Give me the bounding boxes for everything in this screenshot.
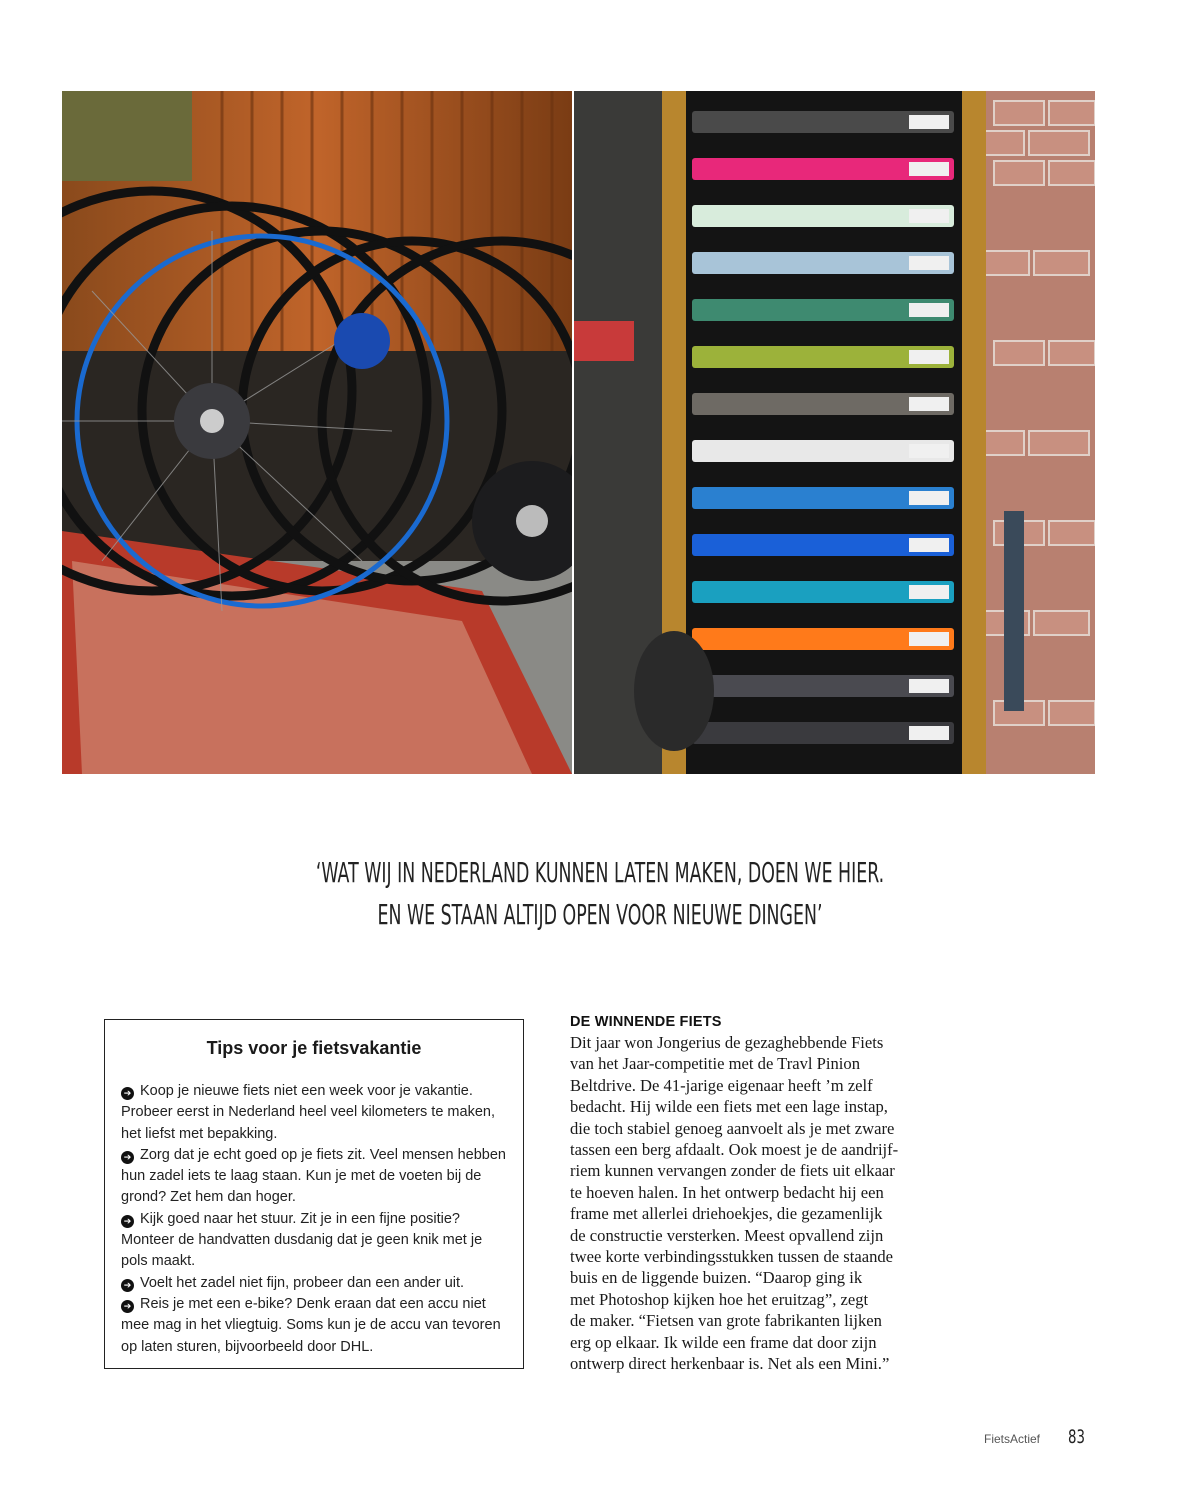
arrow-right-icon: ➔ <box>121 1087 134 1100</box>
tube-label <box>909 444 949 458</box>
arrow-right-icon: ➔ <box>121 1151 134 1164</box>
tube-label <box>909 632 949 646</box>
tube-label <box>909 350 949 364</box>
tube-label <box>909 538 949 552</box>
tube-label <box>909 256 949 270</box>
article-line: met Photoshop kijken hoe het eruitzag”, zegt <box>570 1289 869 1309</box>
article-line: ontwerp direct herkenbaar is. Net als een Mini.” <box>570 1354 890 1374</box>
list-item: ➔ Reis je met een e-bike? Denk eraan dat een accu niet mee mag in het vliegtuig. Soms kun je de accu van tevoren op laten sturen, bijvoorbeeld door DHL. <box>121 1295 501 1355</box>
article-line: de constructie versterken. Meest opvallend zijn <box>570 1225 884 1245</box>
tips-list <box>121 1081 507 1358</box>
list-item: ➔ Zorg dat je echt goed op je fiets zit. Veel mensen hebben hun zadel iets te laag staan. Kun je met de voeten bij de grond? Zet hem dan hoger. <box>121 1146 506 1206</box>
tips-box <box>104 1019 524 1369</box>
article-line: frame met allerlei driehoekjes, die gezamenlijk <box>570 1204 883 1224</box>
pull-quote-line-1: ‘WAT WIJ IN NEDERLAND KUNNEN LATEN MAKEN, DOEN WE HIER. <box>315 856 885 889</box>
tube-label <box>909 209 949 223</box>
tube-label <box>909 303 949 317</box>
article-line: die toch stabiel genoeg aanvoelt als je met zware <box>570 1118 895 1138</box>
arrow-right-icon: ➔ <box>121 1279 134 1292</box>
tube-label <box>909 397 949 411</box>
article-line: te hoeven halen. In het ontwerp bedacht hij een <box>570 1182 884 1202</box>
tube-label <box>909 162 949 176</box>
article-line: erg op elkaar. Ik wilde een frame dat door zijn <box>570 1332 877 1352</box>
article-heading: DE WINNENDE FIETS <box>570 1014 722 1030</box>
article-line: twee korte verbindingsstukken tussen de staande <box>570 1247 894 1267</box>
list-item: ➔ Kijk goed naar het stuur. Zit je in een fijne positie? Monteer de handvatten dusdanig dat je geen knik met je pols maakt. <box>121 1210 483 1270</box>
article-line: Dit jaar won Jongerius de gezaghebbende Fiets <box>570 1033 884 1052</box>
bicycle-wheels-photo <box>62 91 572 774</box>
list-item: ➔ Koop je nieuwe fiets niet een week voor je vakantie. Probeer eerst in Nederland heel veel kilometers te maken, het liefst met bepakking. <box>121 1083 495 1142</box>
article-line: van het Jaar-competitie met de Travl Pinion <box>570 1054 861 1074</box>
tips-title: Tips voor je fietsvakantie <box>206 1038 422 1058</box>
tube-label <box>909 679 949 693</box>
article <box>570 1014 930 1375</box>
article-line: Beltdrive. De 41-jarige eigenaar heeft ’m zelf <box>570 1075 873 1095</box>
arrow-right-icon: ➔ <box>121 1215 134 1228</box>
list-item: ➔ Voelt het zadel niet fijn, probeer dan een ander uit. <box>121 1273 507 1294</box>
tube-label <box>909 726 949 740</box>
tube-label <box>909 115 949 129</box>
article-line: riem kunnen vervangen zonder de fiets uit elkaar <box>570 1161 895 1181</box>
article-line: tassen een berg afdaalt. Ook moest je de aandrijf- <box>570 1140 899 1160</box>
tube-label <box>909 585 949 599</box>
tube-label <box>909 491 949 505</box>
article-line: de maker. “Fietsen van grote fabrikanten lijken <box>570 1311 882 1331</box>
pull-quote <box>302 852 897 936</box>
article-line: bedacht. Hij wilde een fiets met een lage instap, <box>570 1097 888 1117</box>
article-line: buis en de liggende buizen. “Daarop ging ik <box>570 1268 863 1288</box>
footer-brand: FietsActief <box>984 1432 1041 1446</box>
page-number: 83 <box>1068 1426 1085 1448</box>
arrow-right-icon: ➔ <box>121 1300 134 1313</box>
article-body <box>570 1032 930 1375</box>
tube-rack-photo <box>574 91 1095 774</box>
pull-quote-line-2: EN WE STAAN ALTIJD OPEN VOOR NIEUWE DINGEN’ <box>377 898 823 931</box>
